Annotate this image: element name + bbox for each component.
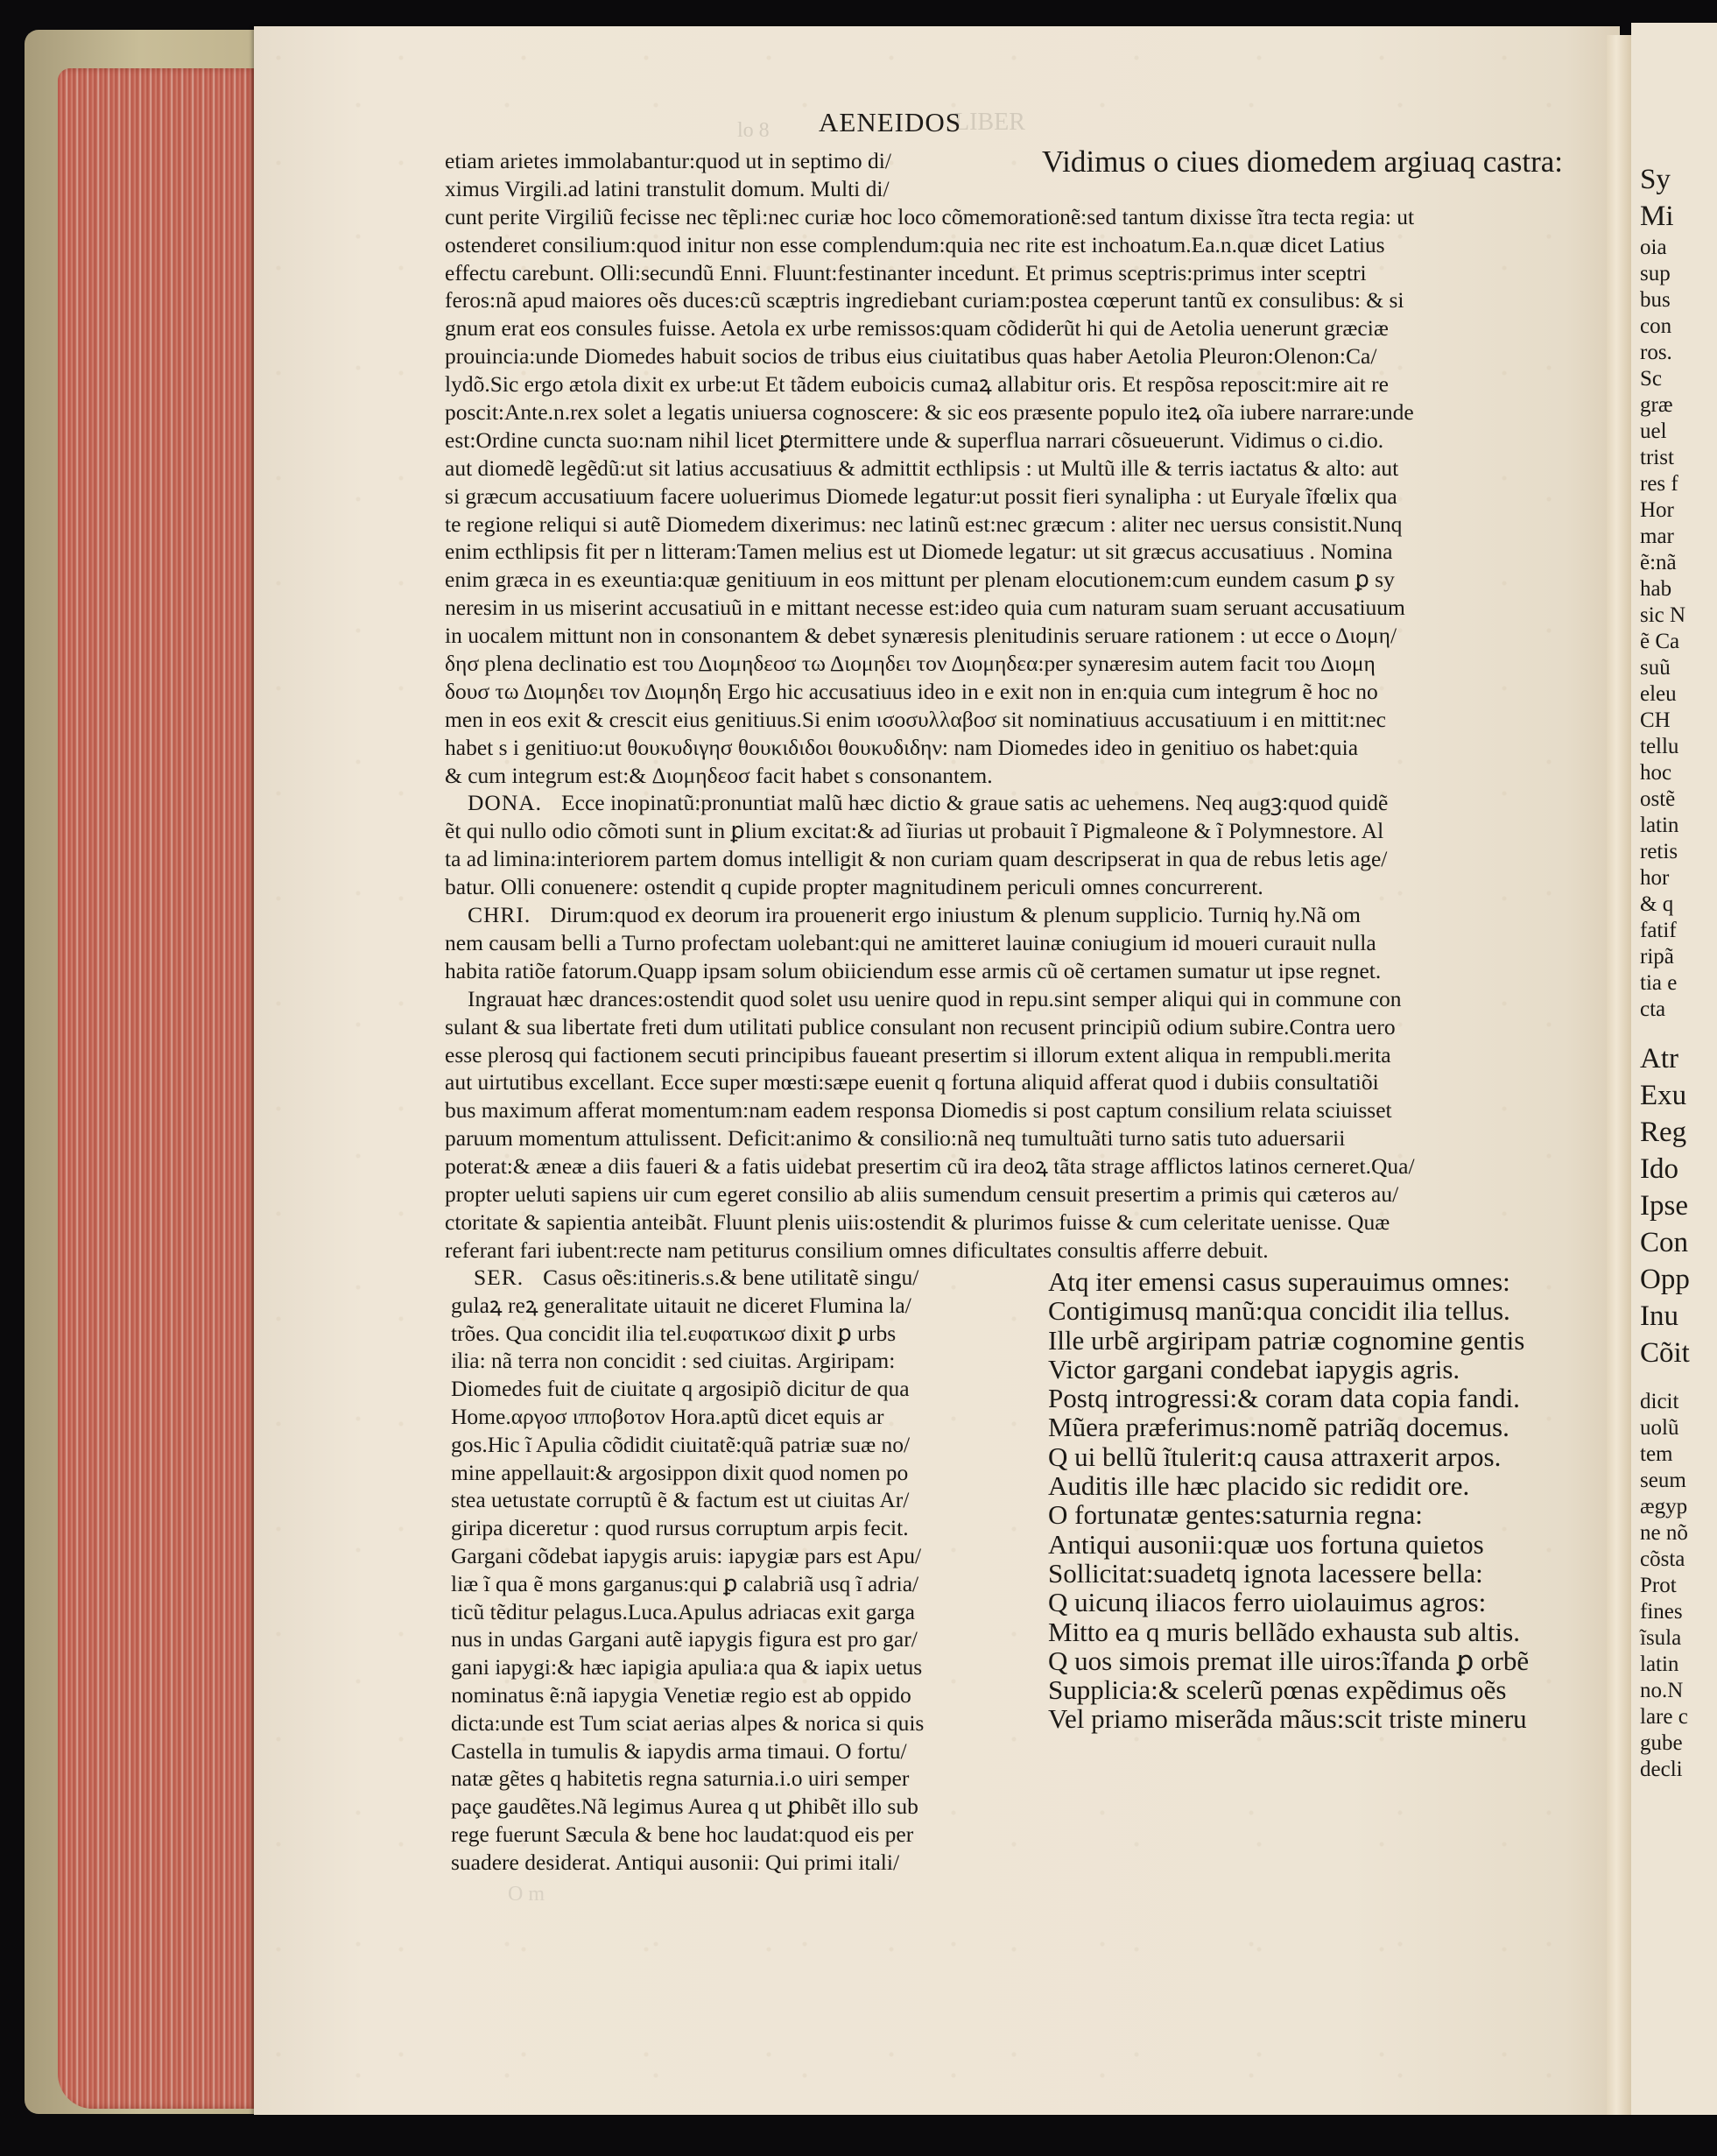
text-line: Prot — [1640, 1574, 1677, 1597]
text-line: ticũ tẽditur pelagus.Luca.Apulus adriacas exit garga — [451, 1598, 915, 1624]
facing-commentary-2 — [1640, 1389, 1690, 1783]
text-line: gube — [1640, 1731, 1683, 1755]
text-line: Cõit — [1640, 1337, 1690, 1369]
text-line: enim ecthlipsis fit per n litteram:Tamen melius est ut Diomede legatur: ut sit græcus accusatiuus . Nomina — [445, 539, 1393, 565]
text-line: bus — [1640, 288, 1671, 312]
text-line: Victor gargani condebat iapygis agris. — [1048, 1353, 1460, 1384]
text-line: ripã — [1640, 945, 1674, 969]
text-line: Vel priamo miserãda mãus:scit triste mineru — [1048, 1703, 1527, 1735]
show-through-folio: lo 8 — [737, 119, 770, 142]
text-line: propter ueluti sapiens uir cum egeret consilio ab aliis sumendum censuit presertim a primis qui cæteros au/ — [445, 1180, 1399, 1207]
text-line: nem causam belli a Turno profectam uolebant:qui ne amitteret lauinæ coniugium id moueri curauit nulla — [445, 929, 1376, 955]
text-line: cta — [1640, 997, 1666, 1021]
text-line: Contigimusq manũ:qua concidit ilia tellus. — [1048, 1295, 1510, 1327]
text-line: ne nõ — [1640, 1521, 1688, 1545]
text-line: tem — [1640, 1442, 1673, 1466]
text-line: fatif — [1640, 919, 1677, 942]
text-line: decli — [1640, 1758, 1683, 1781]
text-line: no.N — [1640, 1679, 1684, 1702]
text-line: gani iapygi:& hæc iapigia apulia:a qua & iapix uetus — [451, 1654, 923, 1680]
text-line: suũ — [1640, 656, 1671, 680]
text-line: ostẽ — [1640, 787, 1676, 811]
text-line: Con — [1640, 1227, 1689, 1258]
text-line: dicit — [1640, 1390, 1679, 1413]
text-line: O fortunatæ gentes:saturnia regna: — [1048, 1499, 1423, 1531]
text-line: Ido — [1640, 1153, 1678, 1185]
facing-right-page — [1631, 23, 1717, 2133]
text-line: suadere desiderat. Antiqui ausonii: Qui primi itali/ — [451, 1849, 900, 1875]
text-line: natæ gẽtes q habitetis regna saturnia.i.o uiri semper — [451, 1765, 910, 1792]
facing-page-text — [1640, 161, 1690, 1783]
text-line: trist — [1640, 446, 1674, 469]
commentary-line: ta ad limina:interiorem partem domus intelligit & non curiam quam descripserat in qua de rebus letis age/ — [445, 846, 1388, 872]
text-line: δουσ τω Διομηδει τον Διομηδη Ergo hic accusatiuus ideo in e exit non in en:quia cum integrum ẽ hoc no — [445, 678, 1378, 704]
text-line: trões. Qua concidit ilia tel.ευφατικωσ dixit ꝑ urbs — [451, 1320, 897, 1346]
text-line: sup — [1640, 262, 1671, 285]
text-line: dicta:unde est Tum sciat aerias alpes & norica si quis — [451, 1709, 925, 1736]
text-line: Diomedes fuit de ciuitate q argosipiõ dicitur de qua — [451, 1376, 910, 1402]
text-line: bus maximum afferat momentum:nam eadem responsa Diomedis si post captum consilium relata sciuisset — [445, 1097, 1392, 1124]
text-line: Antiqui ausonii:quæ uos fortuna quietos — [1048, 1528, 1484, 1560]
red-page-edges — [58, 68, 257, 2109]
text-line: uolũ — [1640, 1416, 1679, 1440]
text-line: hab — [1640, 577, 1672, 601]
running-head: AENEIDOS — [819, 107, 961, 137]
text-line: aut diomedẽ legẽdũ:ut sit latius accusatiuus & admittit ecthlipsis : ut Multũ ille & terris iactatus & alto: aut — [445, 454, 1399, 481]
text-line: Postq introgressi:& coram data copia fandi. — [1048, 1383, 1520, 1414]
facing-commentary-1 — [1640, 235, 1690, 1023]
text-line: & q — [1640, 892, 1674, 916]
background-bottom — [0, 2115, 1717, 2156]
commentary-line: ẽt qui nullo odio cõmoti sunt in ꝑlium excitat:& ad ĩiurias ut probauit ĩ Pigmaleone & ĩ Polymnestore. Al — [445, 818, 1384, 844]
text-line: est:Ordine cuncta suo:nam nihil licet ꝑtermittere unde & superflua narrari cõsueuerunt. Vidimus o ci.dio. — [445, 426, 1384, 453]
commentary-line: batur. Olli conuenere: ostendit q cupide propter magnitudinem periculi omnes concurrerent. — [445, 874, 1263, 900]
text-line: Ingrauat hæc drances:ostendit quod solet usu uenire quod in repu.sint semper aliqui qui in commune con — [468, 985, 1402, 1011]
text-line: liæ ĩ qua ẽ mons garganus:qui ꝑ calabriã usq ĩ adria/ — [451, 1570, 919, 1596]
text-line: cõsta — [1640, 1547, 1685, 1571]
text-line: esse plerosq qui factionem secuti principibus faueant presertim si illorum extent aliqua in rempubli.merita — [445, 1041, 1391, 1067]
text-line: Atr — [1640, 1043, 1678, 1074]
text-line: Reg — [1640, 1117, 1687, 1148]
show-through-header: LIBER — [954, 109, 1025, 136]
text-line: cunt perite Virgiliũ fecisse nec tẽpli:nec curiæ hoc loco cõmemorationẽ:sed tantum dixisse ĩtra tecta regia: ut — [445, 203, 1415, 229]
text-line: effectu carebunt. Olli:secundũ Enni. Fluunt:festinanter incedunt. Et primus sceptris:primus inter sceptri — [445, 259, 1367, 285]
section-chri: CHRI. Dirum:quod ex deorum ira prouenerit ergo iniustum & plenum supplicio. Turniq hy.Nã om — [468, 902, 1362, 928]
text-line: δησ plena declinatio est του Διομηδεοσ τω Διομηδει τον Διομηδεα:per synæresim autem facit του Διομη — [445, 651, 1376, 677]
text-line: Supplicia:& scelerũ pœnas expẽdimus oẽs — [1048, 1674, 1507, 1706]
text-line: habita ratiõe fatorum.Quapp ipsam solum obiiciendum esse armis cũ oẽ certamen sumatur ut ipse regnet. — [445, 957, 1382, 983]
text-line: CH — [1640, 708, 1671, 732]
text-line: tia e — [1640, 971, 1678, 995]
text-line: men in eos exit & crescit eius genitiuus.Si enim ισοσυλλαβοσ sit nominatiuus accusatiuum i en mittit:nec — [445, 706, 1386, 732]
text-line: Q ui bellũ ĩtulerit:q causa attraxerit arpos. — [1048, 1441, 1502, 1472]
text-line: Q uos simois premat ille uiros:ĩfanda ꝑ orbẽ — [1048, 1645, 1530, 1676]
text-line: nus in undas Gargani autẽ iapygis figura est pro gar/ — [451, 1626, 918, 1652]
text-line: poscit:Ante.n.rex solet a legatis uniuersa cognoscere: & sic eos præsente populo iteꝝ oĩa iubere narrare:unde — [445, 399, 1414, 426]
text-line: Inu — [1640, 1300, 1678, 1332]
text-line: seum — [1640, 1469, 1686, 1492]
text-line: neresim in us miserint accusatiuũ in e mittant necesse est:ideo quia cum naturam suam seruant accusatiuum — [445, 595, 1405, 621]
text-line: ximus Virgili.ad latini transtulit domum. Multi di/ — [445, 175, 890, 201]
text-line: in uocalem mittunt non in consonantem & debet synæresis plenitudinis seruare rationem : ut ecce ο Διομη/ — [445, 623, 1397, 649]
text-line: Home.αργοσ ιπποβοτον Hora.aptũ dicet equis ar — [451, 1403, 884, 1429]
text-line: ĩsula — [1640, 1626, 1682, 1650]
text-line: Atq iter emensi casus superauimus omnes: — [1048, 1266, 1510, 1297]
text-line: Exu — [1640, 1080, 1687, 1111]
text-line: Ipse — [1640, 1190, 1688, 1222]
facing-verse-block — [1640, 1040, 1690, 1371]
section-ser: SER. Casus oẽs:itineris.s.& bene utilitatẽ singu/ — [474, 1265, 919, 1290]
text-line: uel — [1640, 419, 1667, 443]
commentary-ser-column — [451, 1264, 1033, 1877]
facing-verse-line: Sy — [1640, 164, 1671, 195]
text-line: paruum momentum attulissent. Deficit:animo & consilio:nã neq tumultuãti turno satis tuto aduersarii — [445, 1125, 1346, 1152]
text-line: retis — [1640, 840, 1678, 863]
text-line: eleu — [1640, 682, 1677, 706]
text-line: Sc — [1640, 367, 1662, 391]
text-line: hoc — [1640, 761, 1672, 785]
verse-text-column — [1048, 1267, 1600, 1734]
text-line: enim græca in es exeuntia:quæ genitiuum in eos mittunt per plenam elocutionem:cum eundem casum ꝑ sy — [445, 567, 1395, 593]
text-line: si græcum accusatiuum facere uoluerimus Diomede legatur:ut possit fieri synalipha : ut Euryale ĩfœlix qua — [445, 483, 1397, 509]
text-line: gnum erat eos consules fuisse. Aetola ex urbe remissos:quam cõdiderũt hi qui de Aetolia uenerunt græciæ — [445, 315, 1389, 342]
text-line: Ille urbẽ argiripam patriæ cognomine gentis — [1048, 1324, 1525, 1356]
text-line: paçe gaudẽtes.Nã legimus Aurea q ut ꝑhibẽt illo sub — [451, 1793, 918, 1820]
commentary-main — [445, 147, 1583, 1265]
text-line: latin — [1640, 1652, 1679, 1676]
text-line: & cum integrum est:& Διομηδεοσ facit habet s consonantem. — [445, 762, 993, 788]
text-line: etiam arietes immolabantur:quod ut in septimo di/ — [445, 148, 891, 173]
text-line: Q uicunq iliacos ferro uiolauimus agros: — [1048, 1587, 1487, 1618]
text-line: poterat:& æneæ a diis faueri & a fatis uidebat presertim cũ ira deoꝝ tãta strage afflictos latinos cerneret.Qua/ — [445, 1153, 1415, 1180]
facing-verse-line: Mi — [1640, 201, 1674, 232]
text-line: latin — [1640, 814, 1679, 837]
section-label: SER. — [474, 1265, 524, 1290]
section-dona: DONA. Ecce inopinatũ:pronuntiat malũ hæc dictio & graue satis ac uehemens. Neq augꝫ:quod quidẽ — [468, 790, 1389, 816]
text-line: Mũera præferimus:nomẽ patriãq docemus. — [1048, 1412, 1509, 1443]
text-line: nominatus ẽ:nã iapygia Venetiæ regio est ab oppido — [451, 1681, 911, 1708]
text-line: te regione reliqui si autẽ Diomedem dixerimus: nec latinũ est:nec græcum : aliter nec uersus consistit.Nunq — [445, 511, 1403, 537]
text-line: græ — [1640, 393, 1673, 417]
text-line: ctoritate & sapientia anteibãt. Fluunt plenis uiis:ostendit & plurimos fuisse & cum celeritate uenisse. Quæ — [445, 1208, 1390, 1235]
text-line: ilia: nã terra non concidit : sed ciuitas. Argiripam: — [451, 1348, 896, 1374]
book-gutter — [1607, 35, 1631, 2119]
text-line: Gargani cõdebat iapygis aruis: iapygiæ pars est Apu/ — [451, 1542, 922, 1568]
text-line: con — [1640, 314, 1672, 338]
text-line: sic N — [1640, 603, 1686, 627]
text-line: Opp — [1640, 1264, 1690, 1295]
text-line: giripa diceretur : quod rursus corruptum arpis fecit. — [451, 1515, 909, 1541]
text-line: rege fuerunt Sæcula & bene hoc laudat:quod eis per — [451, 1821, 914, 1847]
text-line: mine appellauit:& argosippon dixit quod nomen po — [451, 1459, 909, 1485]
text-line: sulant & sua libertate freti dum utilitati publice consulant non recusent principiũ odium subire.Contra uero — [445, 1013, 1396, 1039]
text-line: oia — [1640, 236, 1667, 259]
text-line: ẽ:nã — [1640, 551, 1677, 574]
text-line: mar — [1640, 525, 1674, 548]
text-line: gos.Hic ĩ Apulia cõdidit ciuitatẽ:quã patriæ suæ no/ — [451, 1431, 911, 1457]
text-line: hor — [1640, 866, 1670, 890]
text-line: lare c — [1640, 1705, 1688, 1729]
text-line: prouincia:unde Diomedes habuit socios de tribus eius ciuitatibus quas haber Aetolia Pleuron:Olenon:Ca/ — [445, 343, 1377, 370]
text-line: ægyp — [1640, 1495, 1688, 1518]
text-line: Mitto ea q muris bellãdo exhausta sub altis. — [1048, 1616, 1520, 1647]
text-line: res f — [1640, 472, 1678, 496]
text-line: ostenderet consilium:quod initur non esse complendum:quia nec rite est inchoatum.Ea.n.quæ dicet Latius — [445, 231, 1385, 257]
text-line: aut uirtutibus excellant. Ecce super mœsti:sæpe euenit q fortuna aliquid afferat quod i dubiis consultatiõi — [445, 1069, 1379, 1096]
text-line: fines — [1640, 1600, 1683, 1624]
section-label: DONA. — [468, 790, 543, 816]
text-line: tellu — [1640, 735, 1679, 758]
text-line: referant fari iubent:recte nam petiturus consilium omnes dificultates consultis afferre debuit. — [445, 1237, 1269, 1263]
text-line: Sollicitat:suadetq ignota lacessere bella: — [1048, 1557, 1483, 1589]
lemma-verse: Vidimus o ciues diomedem argiuaq castra: — [1042, 144, 1564, 179]
text-line: ẽ Ca — [1640, 630, 1680, 653]
text-line: Auditis ille hæc placido sic redidit ore. — [1048, 1470, 1470, 1502]
text-line: feros:nã apud maiores oẽs duces:cũ scæptris ingrediebant curiam:postea cœperunt tantũ ex consulibus: & si — [445, 287, 1404, 314]
text-line: stea uetustate corruptũ ẽ & factum est ut ciuitas Ar/ — [451, 1487, 910, 1513]
text-line: ros. — [1640, 341, 1672, 364]
text-line: gulaꝝ reꝝ generalitate uitauit ne diceret Flumina la/ — [451, 1292, 911, 1318]
text-line: habet s i genitiuo:ut θουκυδιγησ θουκιδιδοι θουκυδιδην: nam Diomedes ideo in genitiuo os habet:quia — [445, 734, 1359, 760]
text-line: lydõ.Sic ergo ætola dixit ex urbe:ut Et tãdem euboicis cumaꝝ allabitur oris. Et respõsa reposcit:mire ait re — [445, 371, 1389, 398]
section-label: CHRI. — [468, 902, 531, 928]
text-line: Hor — [1640, 498, 1674, 522]
show-through-signature: O m — [508, 1883, 545, 1906]
text-line: Castella in tumulis & iapydis arma timaui. O fortu/ — [451, 1737, 907, 1764]
